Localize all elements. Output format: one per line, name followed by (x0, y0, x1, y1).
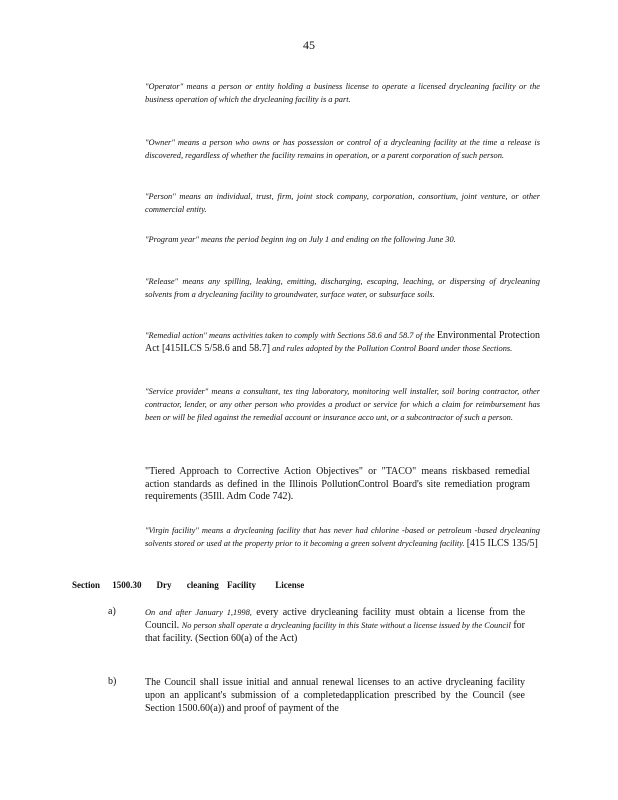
para-a-italic1: On and after January 1,1998, (145, 608, 252, 617)
paragraph-a-label: a) (108, 606, 116, 617)
definition-operator: "Operator" means a person or entity holding a business license to operate a licensed drycleaning facility or the business operation of which the drycleaning facility is a part. (145, 82, 540, 104)
para-a-text1: every active drycleaning facility must obtain a license from the Council. (145, 607, 526, 631)
paragraph-a (145, 606, 525, 645)
remedial-action-part1: "Remedial action" means activities taken to comply with Sections 58.6 and 58.7 of the (145, 331, 435, 340)
virgin-facility-citation: [415 ILCS 135/5] (466, 538, 538, 549)
definition-service-provider: "Service provider" means a consultant, tes ting laboratory, monitoring well installer, soil boring contractor, other contractor, lender, or any other person who provides a product or service for which a claim for reimbursement has been or will be filed against the remedial account or insurance acco unt, or a subcontractor of such a person. (145, 387, 540, 422)
definition-owner: "Owner" means a person who owns or has possession or control of a drycleaning facility at the time a release is discovered, regardless of whether the facility remains in operation, or a parent corporation of such person. (145, 138, 540, 160)
definition-program-year: "Program year" means the period beginn ing on July 1 and ending on the following June 30. (145, 235, 456, 244)
definition-virgin-facility (145, 524, 540, 550)
virgin-facility-text: "Virgin facility" means a drycleaning facility that has never had chlorine -based or petroleum -based drycleaning solvents stored or used at the property prior to it becoming a green solvent drycleaning facility. (145, 526, 540, 548)
definition-remedial-action (145, 329, 540, 355)
section-label: Section (72, 580, 100, 590)
section-title-word: Facility (227, 580, 256, 590)
definition-person: "Person" means an individual, trust, firm, joint stock company, corporation, consortium, joint venture, or other commercial entity. (145, 192, 540, 214)
remedial-action-part3: and rules adopted by the Pollution Control Board under those Sections. (272, 344, 513, 353)
page-number: 45 (303, 38, 315, 52)
section-number: 1500.30 (112, 580, 142, 590)
paragraph-b-label: b) (108, 676, 117, 687)
remedial-action-part2: Environmental Protection Act [415ILCS 5/58.6 and 58.7] (145, 330, 540, 354)
definition-taco: "Tiered Approach to Corrective Action Objectives" or "TACO" means riskbased remedial action standards as defined in the Illinois PollutionControl Board's site remediation program requirements (35Ill. Adm Code 742). (145, 466, 530, 502)
section-title-word: License (275, 580, 305, 590)
section-heading (72, 580, 304, 590)
section-title-word: Dry (156, 580, 172, 590)
definition-release: "Release" means any spilling, leaking, emitting, discharging, escaping, leaching, or dispersing of drycleaning solvents from a drycleaning facility to groundwater, surface water, or subsurface soils. (145, 277, 540, 299)
para-a-italic2: No person shall operate a drycleaning facility in this State without a license issued by the Council (181, 621, 511, 630)
section-title-word: cleaning (186, 580, 219, 590)
paragraph-b: The Council shall issue initial and annual renewal licenses to an active drycleaning facility upon an applicant's submission of a completedapplication prescribed by the Council (see Section 1500.60(a)) and proof of payment of the (145, 677, 525, 714)
para-a-text2: for that facility. (Section 60(a) of the Act) (145, 620, 525, 644)
